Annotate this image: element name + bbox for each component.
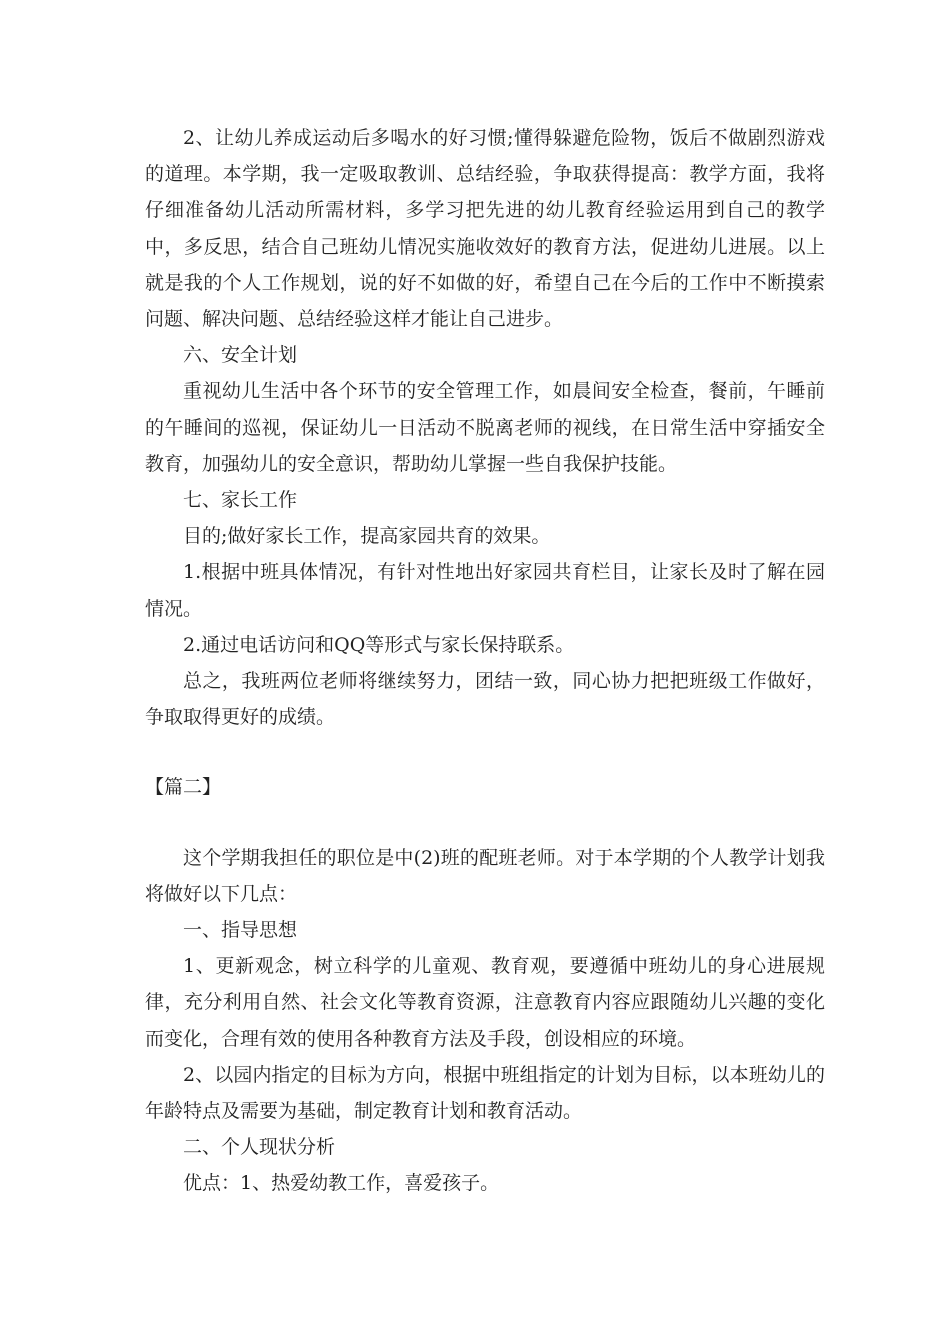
section-title: 七、家长工作 [183, 489, 298, 512]
section-title: 六、安全计划 [183, 344, 298, 367]
section-title: 一、指导思想 [183, 919, 298, 942]
paragraph: 1.根据中班具体情况，有针对性地出好家园共育栏目，让家长及时了解在园情况。 [145, 561, 825, 620]
paragraph: 目的;做好家长工作，提高家园共育的效果。 [183, 525, 551, 548]
part-heading: 【篇二】 [145, 776, 222, 799]
section-title: 二、个人现状分析 [183, 1136, 336, 1159]
paragraph: 2.通过电话访问和QQ等形式与家长保持联系。 [183, 633, 575, 656]
paragraph: 这个学期我担任的职位是中(2)班的配班老师。对于本学期的个人教学计划我将做好以下几点： [145, 846, 825, 905]
spacer [145, 806, 825, 840]
paragraph: 2、以园内指定的目标为方向，根据中班组指定的计划为目标，以本班幼儿的年龄特点及需要为基础，制定教育计划和教育活动。 [145, 1063, 825, 1123]
spacer [145, 735, 825, 769]
paragraph: 总之，我班两位老师将继续努力，团结一致，同心协力把把班级工作做好，争取取得更好的成绩。 [145, 670, 825, 729]
paragraph: 2、让幼儿养成运动后多喝水的好习惯;懂得躲避危险物，饭后不做剧烈游戏的道理。本学期，我一定吸取教训、总结经验，争取获得提高：教学方面，我将仔细准备幼儿活动所需材料，多学习把先进的幼儿教育经验运用到自己的教学中，多反思，结合自己班幼儿情况实施收效好的教育方法，促进幼儿进展。以上就是我的个人工作规划，说的好不如做的好，希望自己在今后的工作中不断摸索问题、解决问题、总结经验这样才能让自己进步。 [145, 127, 825, 331]
paragraph: 重视幼儿生活中各个环节的安全管理工作，如晨间安全检查，餐前，午睡前的午睡间的巡视，保证幼儿一日活动不脱离老师的视线，在日常生活中穿插安全教育，加强幼儿的安全意识，帮助幼儿掌握一些自我保护技能。 [145, 380, 825, 475]
paragraph: 优点：1、热爱幼教工作，喜爱孩子。 [183, 1172, 500, 1195]
document-body [145, 120, 825, 1202]
paragraph: 1、更新观念，树立科学的儿童观、教育观，要遵循中班幼儿的身心进展规律，充分利用自然、社会文化等教育资源，注意教育内容应跟随幼儿兴趣的变化而变化，合理有效的使用各种教育方法及手段，创设相应的环境。 [145, 955, 825, 1050]
